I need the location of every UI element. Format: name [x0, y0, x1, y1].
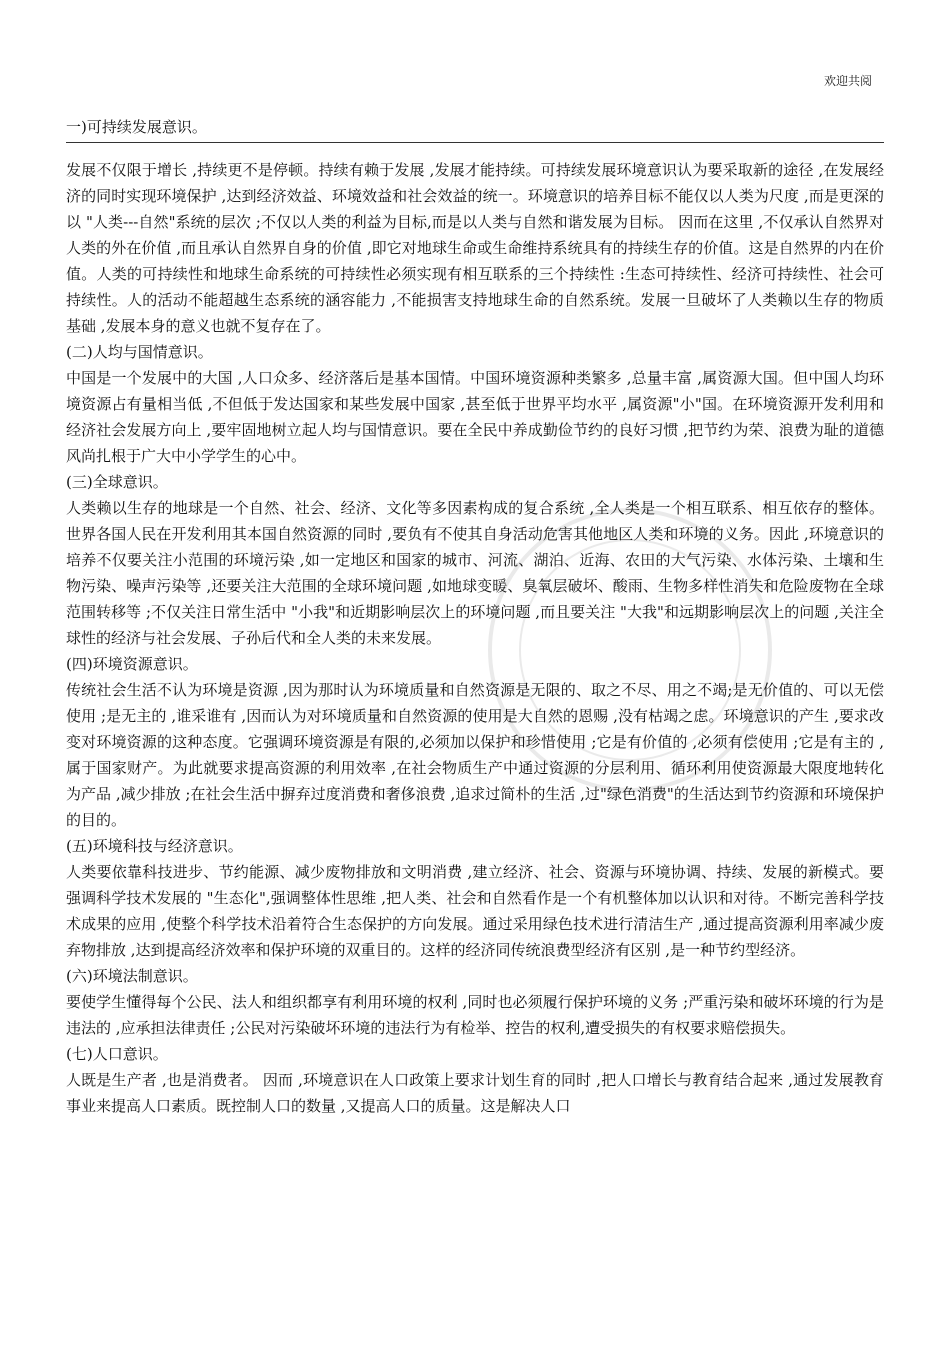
section-4-heading: (四)环境资源意识。 [66, 655, 198, 673]
section-4-body: 传统社会生活不认为环境是资源 ,因为那时认为环境质量和自然资源是无限的、取之不尽、用之不竭;是无价值的、可以无偿使用 ;是无主的 ,谁采谁有 ,因而认为对环境质量和自然资源的使用是大自然的恩赐 ,没有枯竭之虑。环境意识的产生 ,要求改变对环境资源的这种态度。它强调环境资源是有限的,必须加以保护和珍惜使用 ;它是有价值的 ,必须有偿使用 ;它是有主的 ,属于国家财产。为此就要求提高资源的利用效率 ,在社会物质生产中通过资源的分层利用、循环利用使资源最大限度地转化为产品 ,减少排放 ;在社会生活中摒弃过度消费和奢侈浪费 ,追求过简朴的生活 ,过"绿色消费"的生活达到节约资源和环境保护的目的。 [66, 681, 884, 829]
section-6-body: 要使学生懂得每个公民、法人和组织都享有利用环境的权利 ,同时也必须履行保护环境的义务 ;严重污染和破坏环境的行为是违法的 ,应承担法律责任 ;公民对污染破坏环境的违法行为有检举、控告的权利,遭受损失的有权要求赔偿损失。 [66, 993, 884, 1037]
section-2-heading: (二)人均与国情意识。 [66, 343, 213, 361]
section-3-body: 人类赖以生存的地球是一个自然、社会、经济、文化等多因素构成的复合系统 ,全人类是一个相互联系、相互依存的整体。世界各国人民在开发利用其本国自然资源的同时 ,要负有不使其自身活动危害其他地区人类和环境的义务。因此 ,环境意识的培养不仅要关注小范围的环境污染 ,如一定地区和国家的城市、河流、湖泊、近海、农田的大气污染、水体污染、土壤和生物污染、噪声污染等 ,还要关注大范围的全球环境问题 ,如地球变暖、臭氧层破坏、酸雨、生物多样性消失和危险废物在全球范围转移等 ;不仅关注日常生活中 "小我"和近期影响层次上的环境问题 ,而且要关注 "大我"和远期影响层次上的问题 ,关注全球性的经济与社会发展、子孙后代和全人类的未来发展。 [66, 499, 884, 647]
section-5-heading: (五)环境科技与经济意识。 [66, 837, 243, 855]
section-5-body: 人类要依靠科技进步、节约能源、减少废物排放和文明消费 ,建立经济、社会、资源与环境协调、持续、发展的新模式。要强调科学技术发展的 "生态化",强调整体性思维 ,把人类、社会和自然看作是一个有机整体加以认识和对待。不断完善科学技术成果的应用 ,使整个科学技术沿着符合生态保护的方向发展。通过采用绿色技术进行清洁生产 ,通过提高资源利用率减少废弃物排放 ,达到提高经济效率和保护环境的双重目的。这样的经济同传统浪费型经济有区别 ,是一种节约型经济。 [66, 863, 884, 959]
document-title: 一)可持续发展意识。 [66, 118, 207, 136]
title-divider [66, 142, 884, 143]
page-header-note: 欢迎共阅 [823, 74, 872, 88]
section-2-body: 中国是一个发展中的大国 ,人口众多、经济落后是基本国情。中国环境资源种类繁多 ,总量丰富 ,属资源大国。但中国人均环境资源占有量相当低 ,不但低于发达国家和某些发展中国家 ,甚至低于世界平均水平 ,属资源"小"国。在环境资源开发利用和经济社会发展方向上 ,要牢固地树立起人均与国情意识。要在全民中养成勤俭节约的良好习惯 ,把节约为荣、浪费为耻的道德风尚扎根于广大中小学学生的心中。 [66, 369, 884, 465]
section-1-body: 发展不仅限于增长 ,持续更不是停顿。持续有赖于发展 ,发展才能持续。可持续发展环境意识认为要采取新的途径 ,在发展经济的同时实现环境保护 ,达到经济效益、环境效益和社会效益的统一。环境意识的培养目标不能仅以人类为尺度 ,而是更深的以 "人类---自然"系统的层次 ;不仅以人类的利益为目标,而是以人类与自然和谐发展为目标。 因而在这里 ,不仅承认自然界对人类的外在价值 ,而且承认自然界自身的价值 ,即它对地球生命或生命维持系统具有的持续生存的价值。这是自然界的内在价值。人类的可持续性和地球生命系统的可持续性必须实现有相互联系的三个持续性 :生态可持续性、经济可持续性、社会可持续性。人的活动不能超越生态系统的涵容能力 ,不能损害支持地球生命的自然系统。发展一旦破坏了人类赖以生存的物质基础 ,发展本身的意义也就不复存在了。 [66, 161, 884, 335]
section-7-heading: (七)人口意识。 [66, 1045, 168, 1063]
section-3-heading: (三)全球意识。 [66, 473, 168, 491]
section-7-body: 人既是生产者 ,也是消费者。 因而 ,环境意识在人口政策上要求计划生育的同时 ,把人口增长与教育结合起来 ,通过发展教育事业来提高人口素质。既控制人口的数量 ,又提高人口的质量。这是解决人口 [66, 1071, 884, 1115]
document-body [66, 157, 884, 1119]
section-6-heading: (六)环境法制意识。 [66, 967, 198, 985]
